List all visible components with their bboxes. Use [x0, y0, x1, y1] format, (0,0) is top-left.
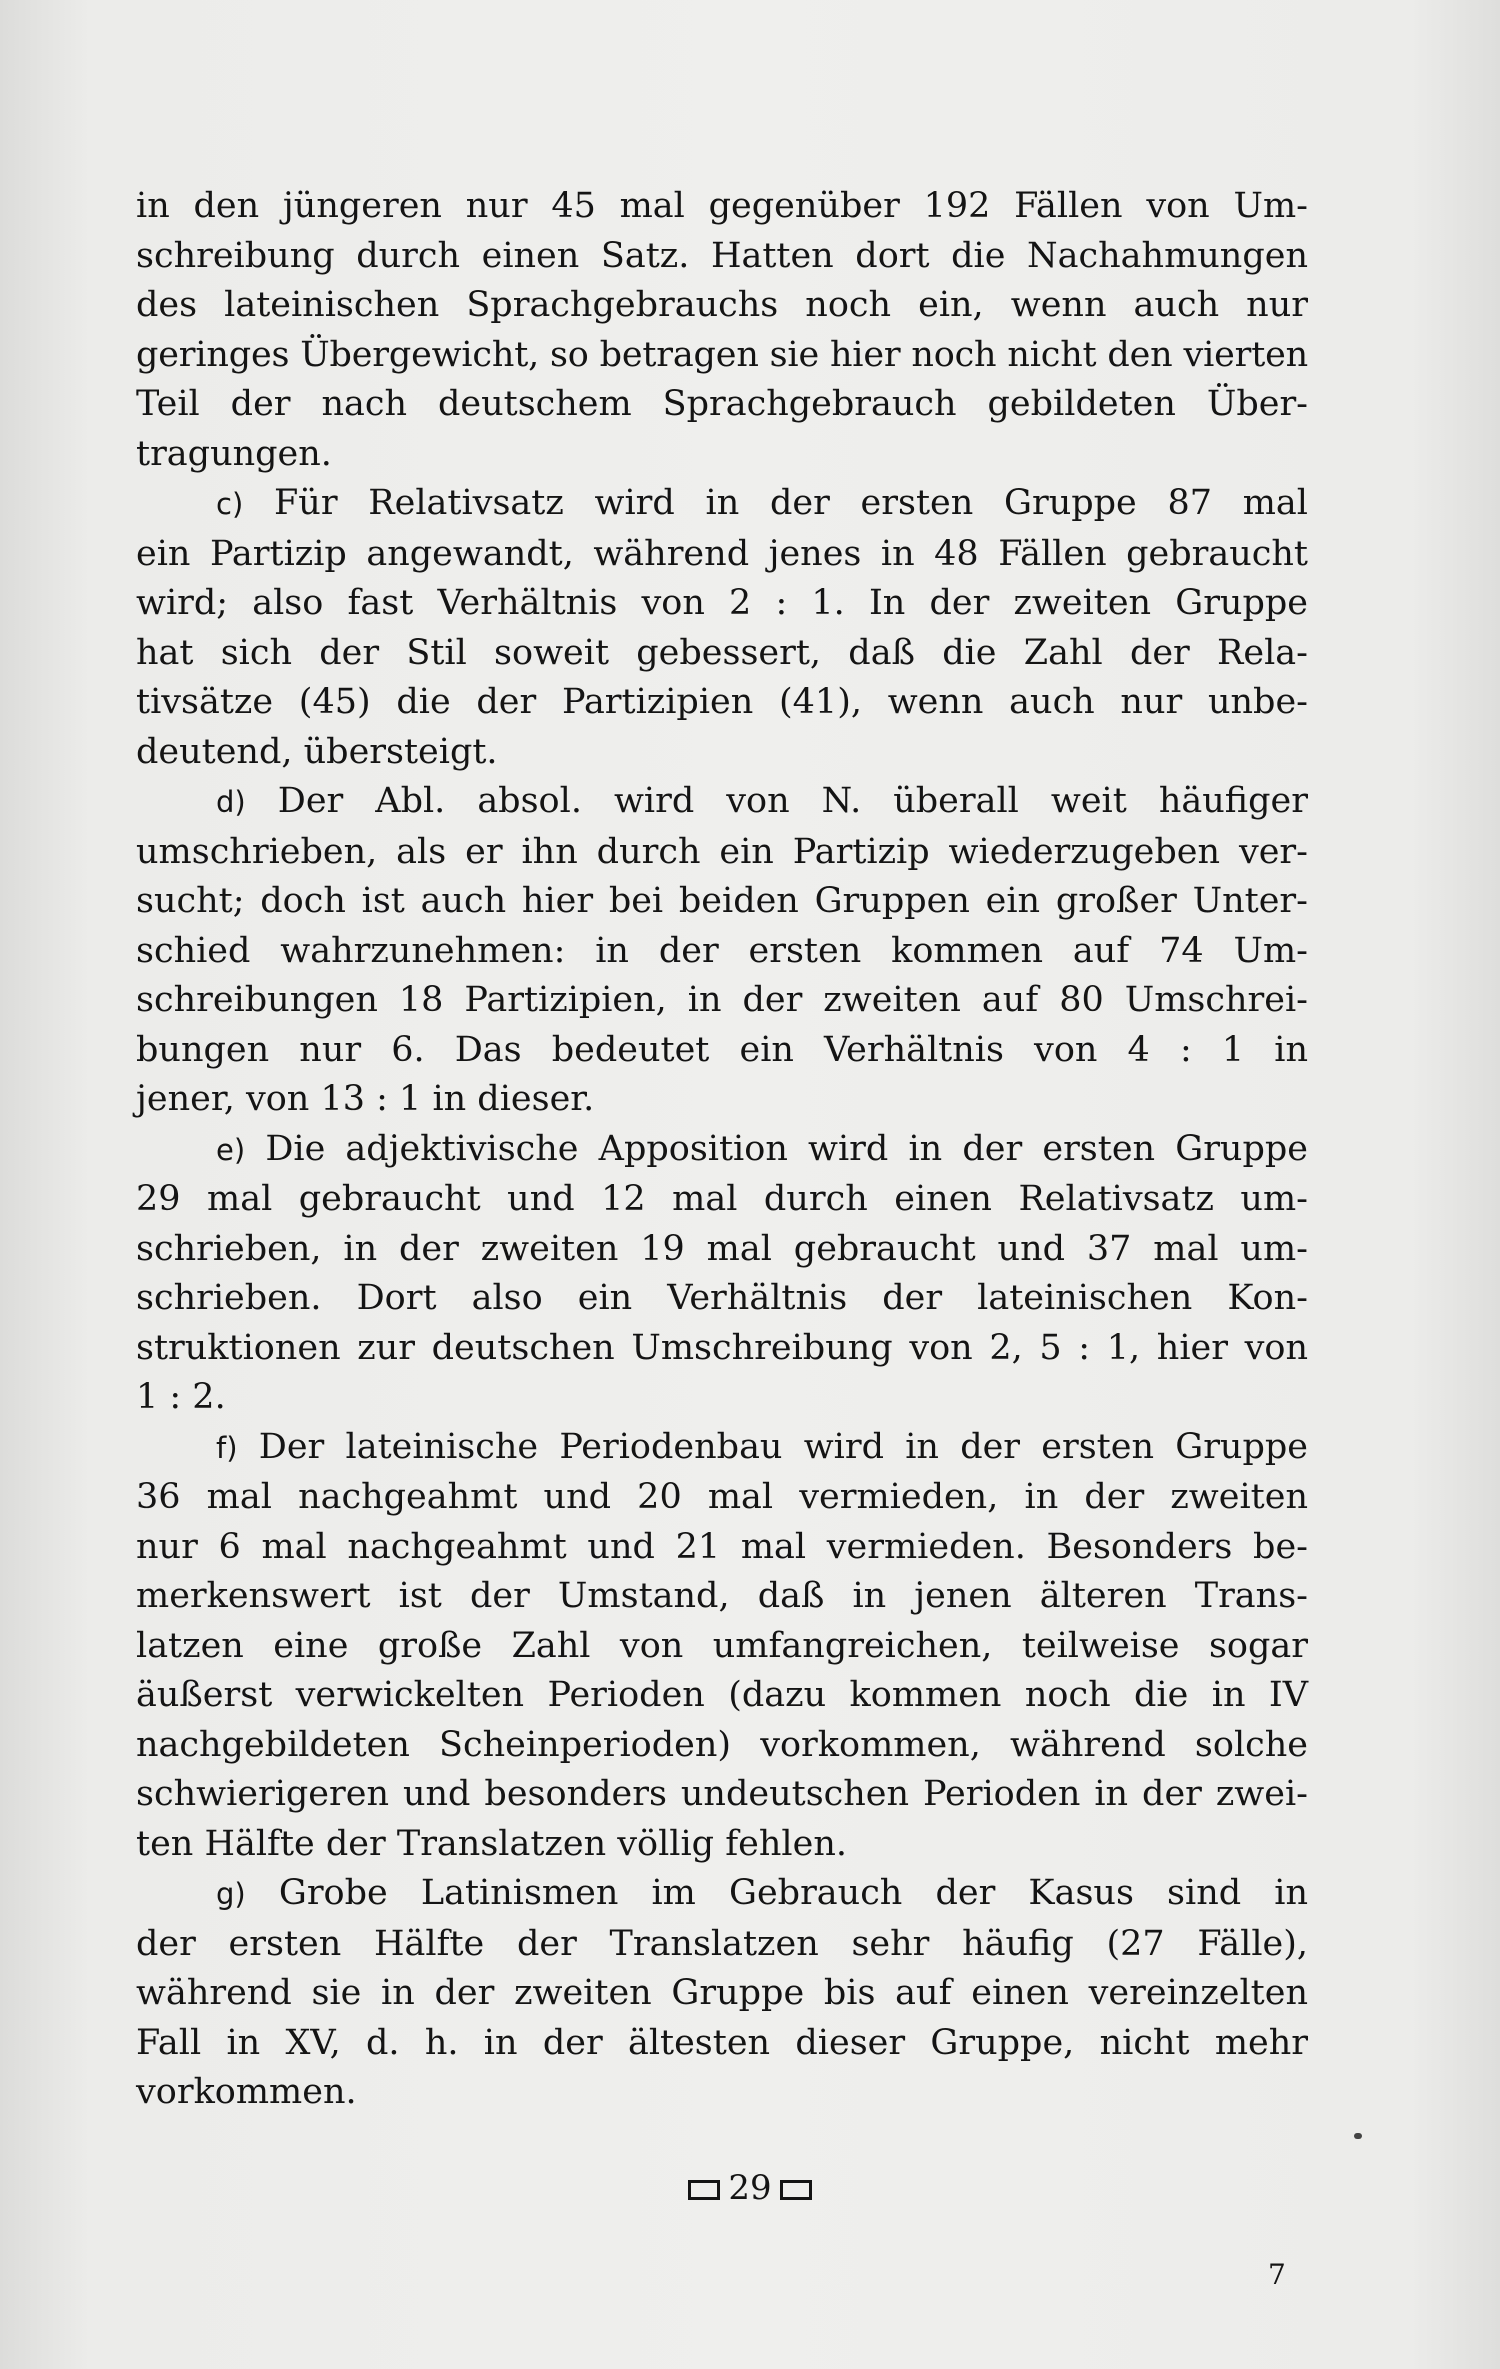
- text-line: schrieben. Dort also ein Verhältnis der lateinischen Kon-: [136, 1278, 1308, 1318]
- text-line-first: [136, 479, 1308, 530]
- text-line: schreibung durch einen Satz. Hatten dort die Nachahmungen: [136, 235, 1308, 276]
- text-line: merkenswert ist der Umstand, daß in jenen älteren Trans-: [136, 1576, 1308, 1616]
- intro-paragraph: [136, 182, 1308, 479]
- section-label: f): [216, 1430, 238, 1465]
- text-line-first: [136, 1125, 1308, 1176]
- text-run: Der Abl. absol. wird von N. überall weit häufiger: [277, 781, 1308, 821]
- paragraph-g: [136, 1869, 1308, 2118]
- section-label: d): [216, 785, 246, 819]
- scan-speck: [1354, 2133, 1362, 2139]
- paragraph-f: [136, 1423, 1308, 1870]
- section-label: e): [216, 1132, 246, 1167]
- text-line: schreibungen 18 Partizipien, in der zweiten auf 80 Umschrei-: [136, 980, 1308, 1020]
- section-label: c): [216, 487, 244, 521]
- page-number-value: 29: [728, 2168, 772, 2208]
- text-line: schied wahrzunehmen: in der ersten kommen auf 74 Um-: [136, 930, 1308, 971]
- text-line: deutend, übersteigt.: [136, 731, 498, 772]
- text-run: Für Relativsatz wird in der ersten Gruppe 87 mal: [274, 483, 1308, 523]
- text-line-first: [136, 1869, 1308, 1920]
- text-line: der ersten Hälfte der Translatzen sehr häufig (27 Fälle),: [136, 1923, 1308, 1964]
- text-line-first: [136, 777, 1308, 828]
- text-line-first: [136, 1423, 1308, 1474]
- text-line: 36 mal nachgeahmt und 20 mal vermieden, in der zweiten: [136, 1477, 1308, 1517]
- page-number-ornament-right: [780, 2180, 812, 2200]
- text-line: hat sich der Stil soweit gebessert, daß die Zahl der Rela-: [136, 632, 1308, 673]
- text-line: nur 6 mal nachgeahmt und 21 mal vermieden. Besonders be-: [136, 1526, 1308, 1567]
- text-line: struktionen zur deutschen Umschreibung von 2, 5 : 1, hier von: [136, 1327, 1308, 1368]
- text-line: des lateinischen Sprachgebrauchs noch ein, wenn auch nur: [136, 285, 1308, 325]
- text-run: Der lateinische Periodenbau wird in der ersten Gruppe: [258, 1426, 1308, 1467]
- text-line: latzen eine große Zahl von umfangreichen, teilweise sogar: [136, 1625, 1308, 1666]
- text-line: schwierigeren und besonders undeutschen Perioden in der zwei-: [136, 1774, 1308, 1814]
- text-line: während sie in der zweiten Gruppe bis auf einen vereinzelten: [136, 1973, 1308, 2013]
- text-line: äußerst verwickelten Perioden (dazu kommen noch die in IV: [136, 1675, 1308, 1715]
- text-line: tivsätze (45) die der Partizipien (41), wenn auch nur unbe-: [136, 682, 1308, 722]
- text-line: bungen nur 6. Das bedeutet ein Verhältnis von 4 : 1 in: [136, 1029, 1308, 1070]
- page-number-ornament-left: [688, 2180, 720, 2200]
- text-line: schrieben, in der zweiten 19 mal gebraucht und 37 mal um-: [136, 1228, 1308, 1269]
- text-line: nachgebildeten Scheinperioden) vorkommen, während solche: [136, 1724, 1308, 1765]
- text-line: umschrieben, als er ihn durch ein Partizip wiederzugeben ver-: [136, 831, 1308, 872]
- text-run: Grobe Latinismen im Gebrauch der Kasus sind in: [278, 1873, 1308, 1913]
- text-line: Teil der nach deutschem Sprachgebrauch gebildeten Über-: [136, 384, 1308, 424]
- text-line: 1 : 2.: [136, 1377, 226, 1417]
- page-number: [0, 2168, 1500, 2208]
- section-label: g): [216, 1877, 246, 1911]
- text-line: ten Hälfte der Translatzen völlig fehlen.: [136, 1823, 847, 1864]
- text-line: jener, von 13 : 1 in dieser.: [136, 1079, 595, 1119]
- text-line: 29 mal gebraucht und 12 mal durch einen Relativsatz um-: [136, 1179, 1308, 1219]
- text-line: geringes Übergewicht, so betragen sie hier noch nicht den vierten: [136, 334, 1308, 375]
- text-line: Fall in XV, d. h. in der ältesten dieser Gruppe, nicht mehr: [136, 2022, 1308, 2063]
- text-line: tragungen.: [136, 433, 332, 474]
- text-line: in den jüngeren nur 45 mal gegenüber 192 Fällen von Um-: [136, 186, 1308, 226]
- text-line: ein Partizip angewandt, während jenes in 48 Fällen gebraucht: [136, 533, 1308, 574]
- signature-mark: 7: [1268, 2258, 1286, 2291]
- text-run: Die adjektivische Apposition wird in der ersten Gruppe: [265, 1128, 1308, 1169]
- paragraph-e: [136, 1125, 1308, 1423]
- text-line: vorkommen.: [136, 2072, 357, 2112]
- text-line: sucht; doch ist auch hier bei beiden Gruppen ein großer Unter-: [136, 881, 1308, 921]
- paragraph-d: [136, 777, 1308, 1125]
- text-line: wird; also fast Verhältnis von 2 : 1. In der zweiten Gruppe: [136, 583, 1308, 623]
- paragraph-c: [136, 479, 1308, 777]
- body-text: [136, 182, 1308, 2118]
